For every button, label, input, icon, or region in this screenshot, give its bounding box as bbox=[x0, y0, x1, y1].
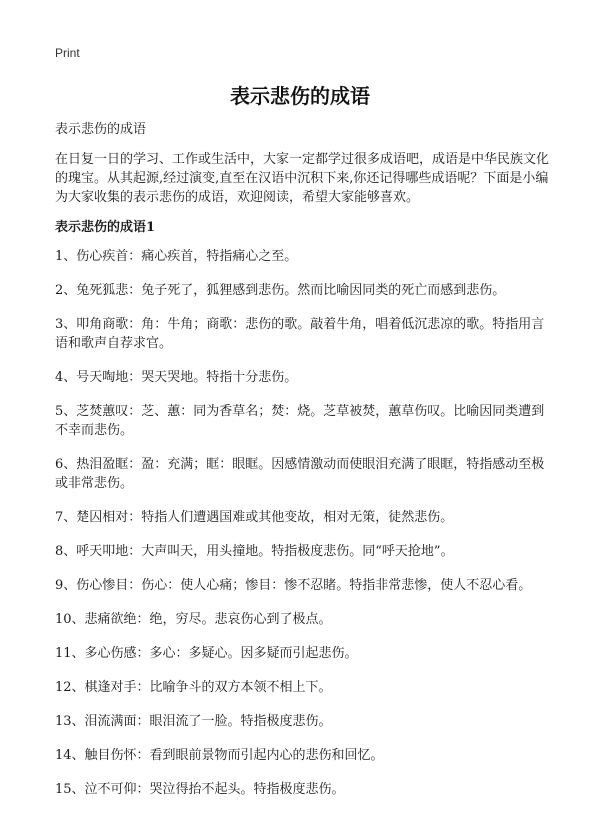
section-heading: 表示悲伤的成语1 bbox=[55, 220, 156, 235]
intro-paragraph: 在日复一日的学习、工作或生活中，大家一定都学过很多成语吧，成语是中华民族文化的瑰宝。从其起源,经过演变,直至在汉语中沉积下来,你还记得哪些成语呢？下面是小编为大家收集的表示悲伤的成语，欢迎阅读，希望大家能够喜欢。 bbox=[55, 152, 550, 205]
idiom-entry-8: 8、呼天叩地：大声叫天，用头撞地。特指极度悲伤。同“呼天抢地”。 bbox=[55, 544, 454, 559]
idiom-entry-14: 14、触目伤怀：看到眼前景物而引起内心的悲伤和回忆。 bbox=[55, 748, 384, 763]
page-title: 表示悲伤的成语 bbox=[230, 84, 370, 108]
print-link[interactable]: Print bbox=[55, 46, 80, 60]
idiom-entry-7: 7、楚囚相对：特指人们遭遇国难或其他变故，相对无策，徒然悲伤。 bbox=[55, 510, 454, 525]
idiom-entry-1: 1、伤心疾首：痛心疾首，特指痛心之至。 bbox=[55, 249, 298, 264]
idiom-entry-13: 13、泪流满面：眼泪流了一脸。特指极度悲伤。 bbox=[55, 714, 332, 729]
article-body bbox=[55, 120, 552, 814]
idiom-entry-15: 15、泣不可仰：哭泣得抬不起头。特指极度悲伤。 bbox=[55, 782, 345, 797]
idiom-entry-11: 11、多心伤感：多心：多疑心。因多疑而引起悲伤。 bbox=[55, 646, 358, 661]
idiom-entry-9: 9、伤心惨目：伤心：使人心痛；惨目：惨不忍睹。特指非常悲惨，使人不忍心看。 bbox=[55, 578, 532, 593]
article-subtitle: 表示悲伤的成语 bbox=[55, 122, 147, 137]
idiom-entry-6: 6、热泪盈眶：盈：充满；眶：眼眶。因感情激动而使眼泪充满了眼眶，特指感动至极或非常悲伤。 bbox=[55, 457, 545, 491]
idiom-entry-2: 2、兔死狐悲：兔子死了，狐狸感到悲伤。然而比喻因同类的死亡而感到悲伤。 bbox=[55, 283, 506, 298]
idiom-entry-3: 3、叩角商歌：角：牛角；商歌：悲伤的歌。敲着牛角，唱着低沉悲凉的歌。特指用言语和歌声自荐求官。 bbox=[55, 317, 545, 351]
idiom-entry-12: 12、棋逢对手：比喻争斗的双方本领不相上下。 bbox=[55, 680, 332, 695]
idiom-entry-5: 5、芝焚蕙叹：芝、蕙：同为香草名；焚：烧。芝草被焚，蕙草伤叹。比喻因同类遭到不幸而悲伤。 bbox=[55, 404, 545, 438]
idiom-entry-10: 10、悲痛欲绝：绝，穷尽。悲哀伤心到了极点。 bbox=[55, 612, 332, 627]
idiom-entry-4: 4、号天啕地：哭天哭地。特指十分悲伤。 bbox=[55, 370, 298, 385]
idiom-list bbox=[55, 247, 552, 799]
